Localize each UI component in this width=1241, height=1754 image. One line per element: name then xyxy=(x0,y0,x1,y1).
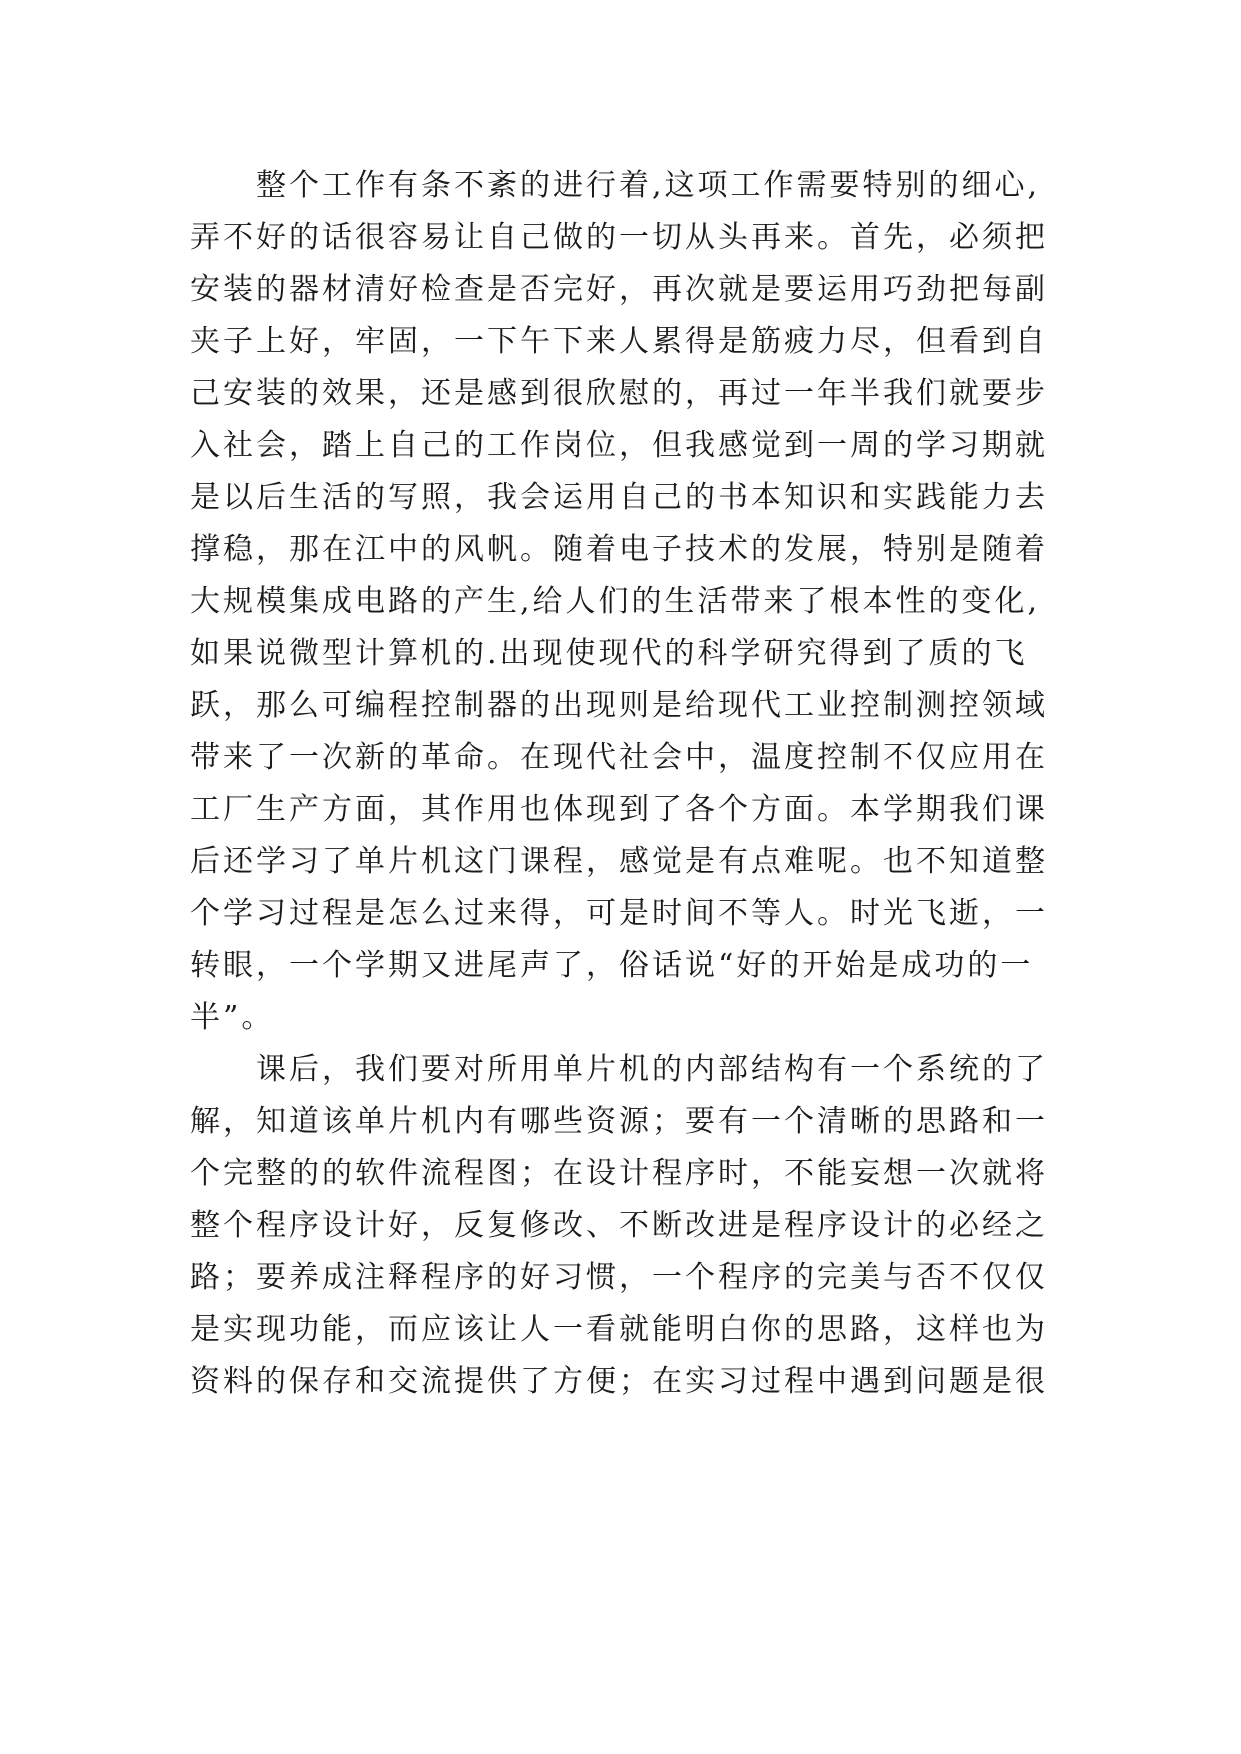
text-line: 如果说微型计算机的.出现使现代的科学研究得到了质的飞 xyxy=(190,636,1028,671)
text-line: 课后，我们要对所用单片机的内部结构有一个系统的了 xyxy=(256,1052,1048,1087)
text-line: 大规模集成电路的产生,给人们的生活带来了根本性的变化, xyxy=(190,584,1041,619)
text-line: 个学习过程是怎么过来得，可是时间不等人。时光飞逝，一 xyxy=(190,896,1048,931)
text-line: 弄不好的话很容易让自己做的一切从头再来。首先，必须把 xyxy=(190,220,1048,255)
text-line: 后还学习了单片机这门课程，感觉是有点难呢。也不知道整 xyxy=(190,844,1048,879)
text-line: 路；要养成注释程序的好习惯，一个程序的完美与否不仅仅 xyxy=(190,1260,1048,1295)
text-line: 半”。 xyxy=(190,1000,275,1035)
text-line: 撑稳，那在江中的风帆。随着电子技术的发展，特别是随着 xyxy=(190,532,1048,567)
paragraph-1 xyxy=(190,160,1090,1044)
body-text xyxy=(190,160,1090,1408)
text-line: 资料的保存和交流提供了方便；在实习过程中遇到问题是很 xyxy=(190,1364,1048,1399)
text-line: 整个工作有条不紊的进行着,这项工作需要特别的细心, xyxy=(256,168,1041,203)
text-line: 安装的器材清好检查是否完好，再次就是要运用巧劲把每副 xyxy=(190,272,1048,307)
text-line: 个完整的的软件流程图；在设计程序时，不能妄想一次就将 xyxy=(190,1156,1048,1191)
paragraph-2 xyxy=(190,1044,1090,1408)
text-line: 夹子上好，牢固，一下午下来人累得是筋疲力尽，但看到自 xyxy=(190,324,1048,359)
text-line: 带来了一次新的革命。在现代社会中，温度控制不仅应用在 xyxy=(190,740,1048,775)
text-line: 跃，那么可编程控制器的出现则是给现代工业控制测控领域 xyxy=(190,688,1048,723)
text-line: 己安装的效果，还是感到很欣慰的，再过一年半我们就要步 xyxy=(190,376,1048,411)
text-line: 入社会，踏上自己的工作岗位，但我感觉到一周的学习期就 xyxy=(190,428,1048,463)
text-line: 解，知道该单片机内有哪些资源；要有一个清晰的思路和一 xyxy=(190,1104,1048,1139)
text-line: 是以后生活的写照，我会运用自己的书本知识和实践能力去 xyxy=(190,480,1048,515)
text-line: 整个程序设计好，反复修改、不断改进是程序设计的必经之 xyxy=(190,1208,1048,1243)
text-line: 工厂生产方面，其作用也体现到了各个方面。本学期我们课 xyxy=(190,792,1048,827)
text-line: 是实现功能，而应该让人一看就能明白你的思路，这样也为 xyxy=(190,1312,1048,1347)
text-line: 转眼，一个学期又进尾声了，俗话说“好的开始是成功的一 xyxy=(190,948,1034,983)
